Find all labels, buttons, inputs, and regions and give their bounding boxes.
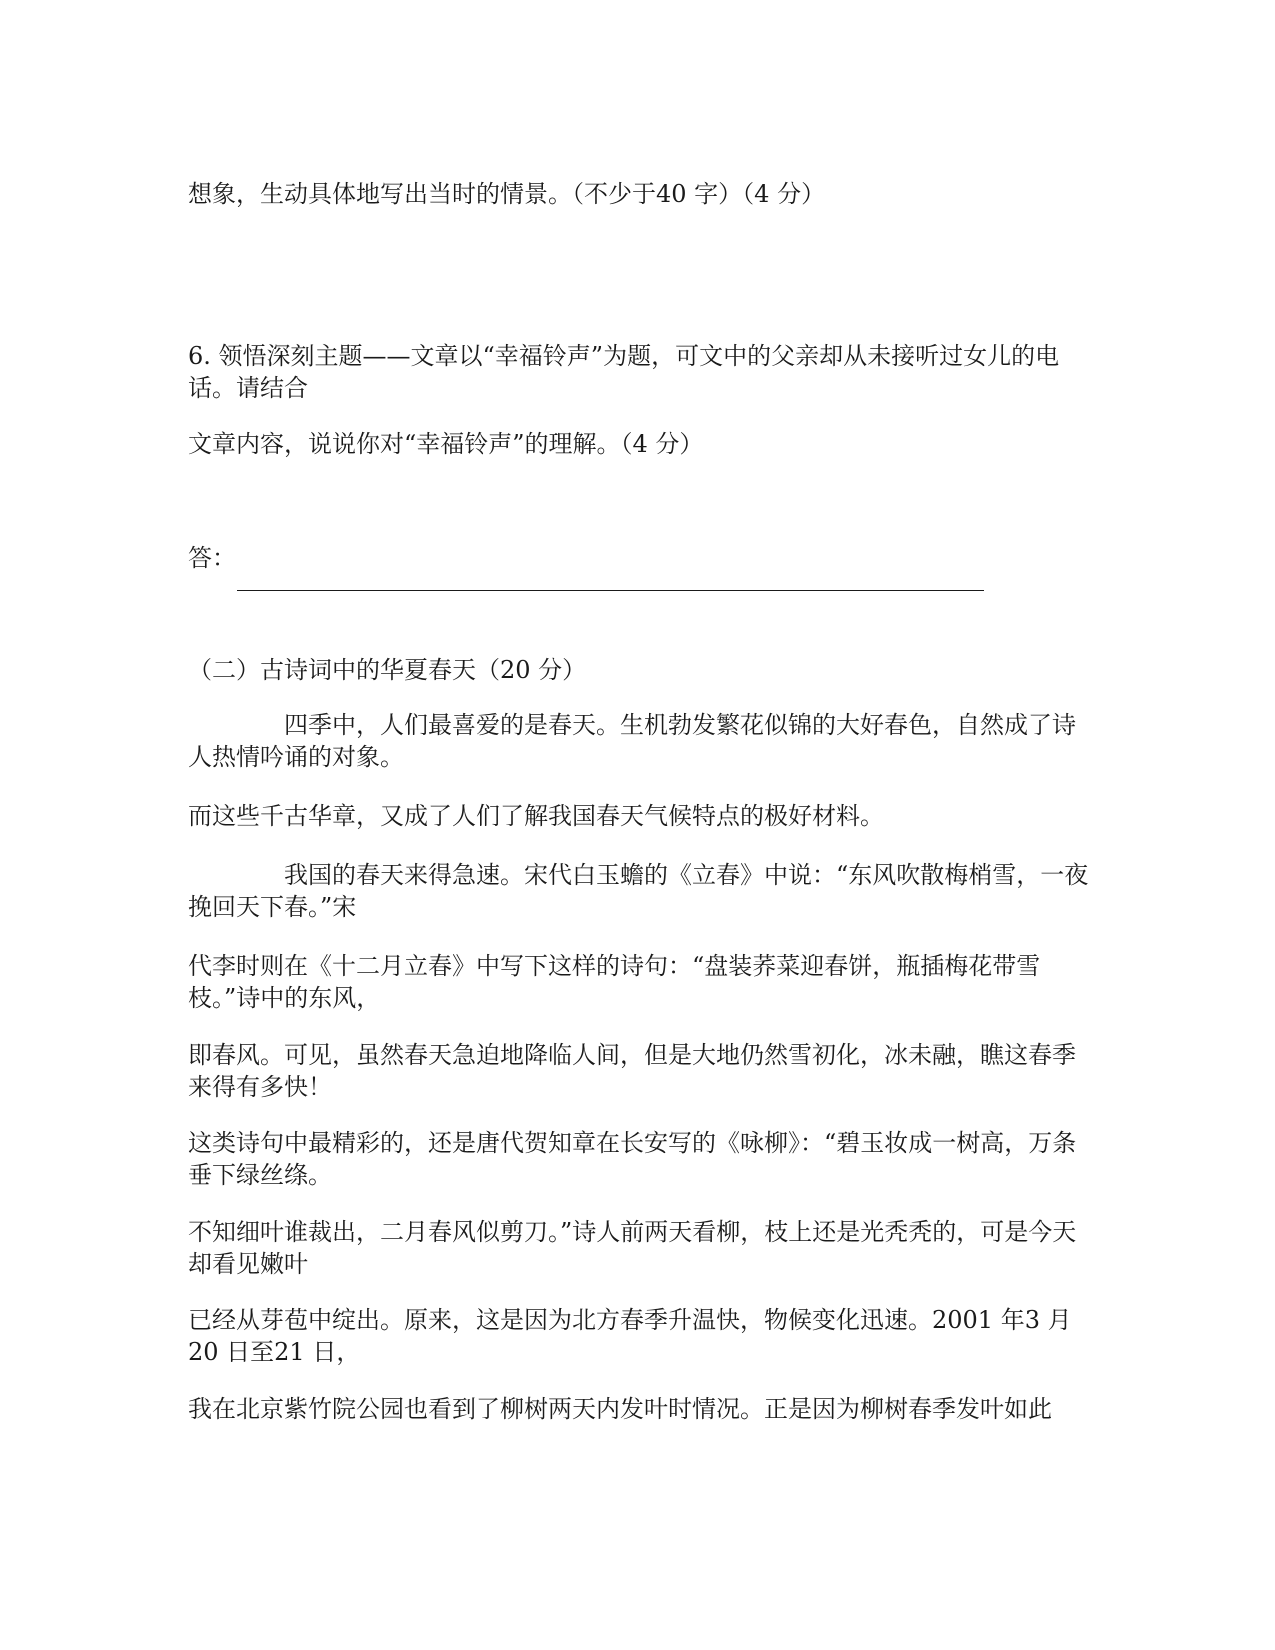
- question-6-prompt-continued: 文章内容，说说你对“幸福铃声”的理解。（4 分）: [188, 430, 704, 458]
- question-5-continuation: 想象，生动具体地写出当时的情景。（不少于40 字）（4 分）: [188, 180, 826, 208]
- paragraph-9: 我在北京紫竹院公园也看到了柳树两天内发叶时情况。正是因为柳树春季发叶如此: [188, 1395, 1052, 1423]
- paragraph-6: 这类诗句中最精彩的，还是唐代贺知章在长安写的《咏柳》：“碧玉妆成一树高，万条垂下绿丝绦。: [188, 1129, 1077, 1189]
- paragraph-8: 已经从芽苞中绽出。原来，这是因为北方春季升温快，物候变化迅速。2001 年3 月20 日至21 日，: [188, 1306, 1072, 1366]
- paragraph-2: 而这些千古华章，又成了人们了解我国春天气候特点的极好材料。: [188, 802, 884, 830]
- paragraph-1: 四季中，人们最喜爱的是春天。生机勃发繁花似锦的大好春色，自然成了诗人热情吟诵的对象。: [188, 711, 1076, 771]
- section-2-heading: （二）古诗词中的华夏春天（20 分）: [188, 656, 587, 684]
- answer-blank-line: [237, 590, 984, 591]
- paragraph-4: 代李时则在《十二月立春》中写下这样的诗句：“盘装荞菜迎春饼，瓶插梅花带雪枝。”诗中的东风，: [188, 952, 1041, 1012]
- question-6-prompt: 6. 领悟深刻主题——文章以“幸福铃声”为题，可文中的父亲却从未接听过女儿的电话。请结合: [188, 342, 1060, 402]
- paragraph-5: 即春风。可见，虽然春天急迫地降临人间，但是大地仍然雪初化，冰未融，瞧这春季来得有多快！: [188, 1041, 1076, 1101]
- paragraph-7: 不知细叶谁裁出，二月春风似剪刀。”诗人前两天看柳，枝上还是光秃秃的，可是今天却看见嫩叶: [188, 1218, 1077, 1278]
- answer-label: 答：: [188, 544, 236, 572]
- paragraph-3: 我国的春天来得急速。宋代白玉蟾的《立春》中说：“东风吹散梅梢雪，一夜挽回天下春。”宋: [188, 861, 1089, 921]
